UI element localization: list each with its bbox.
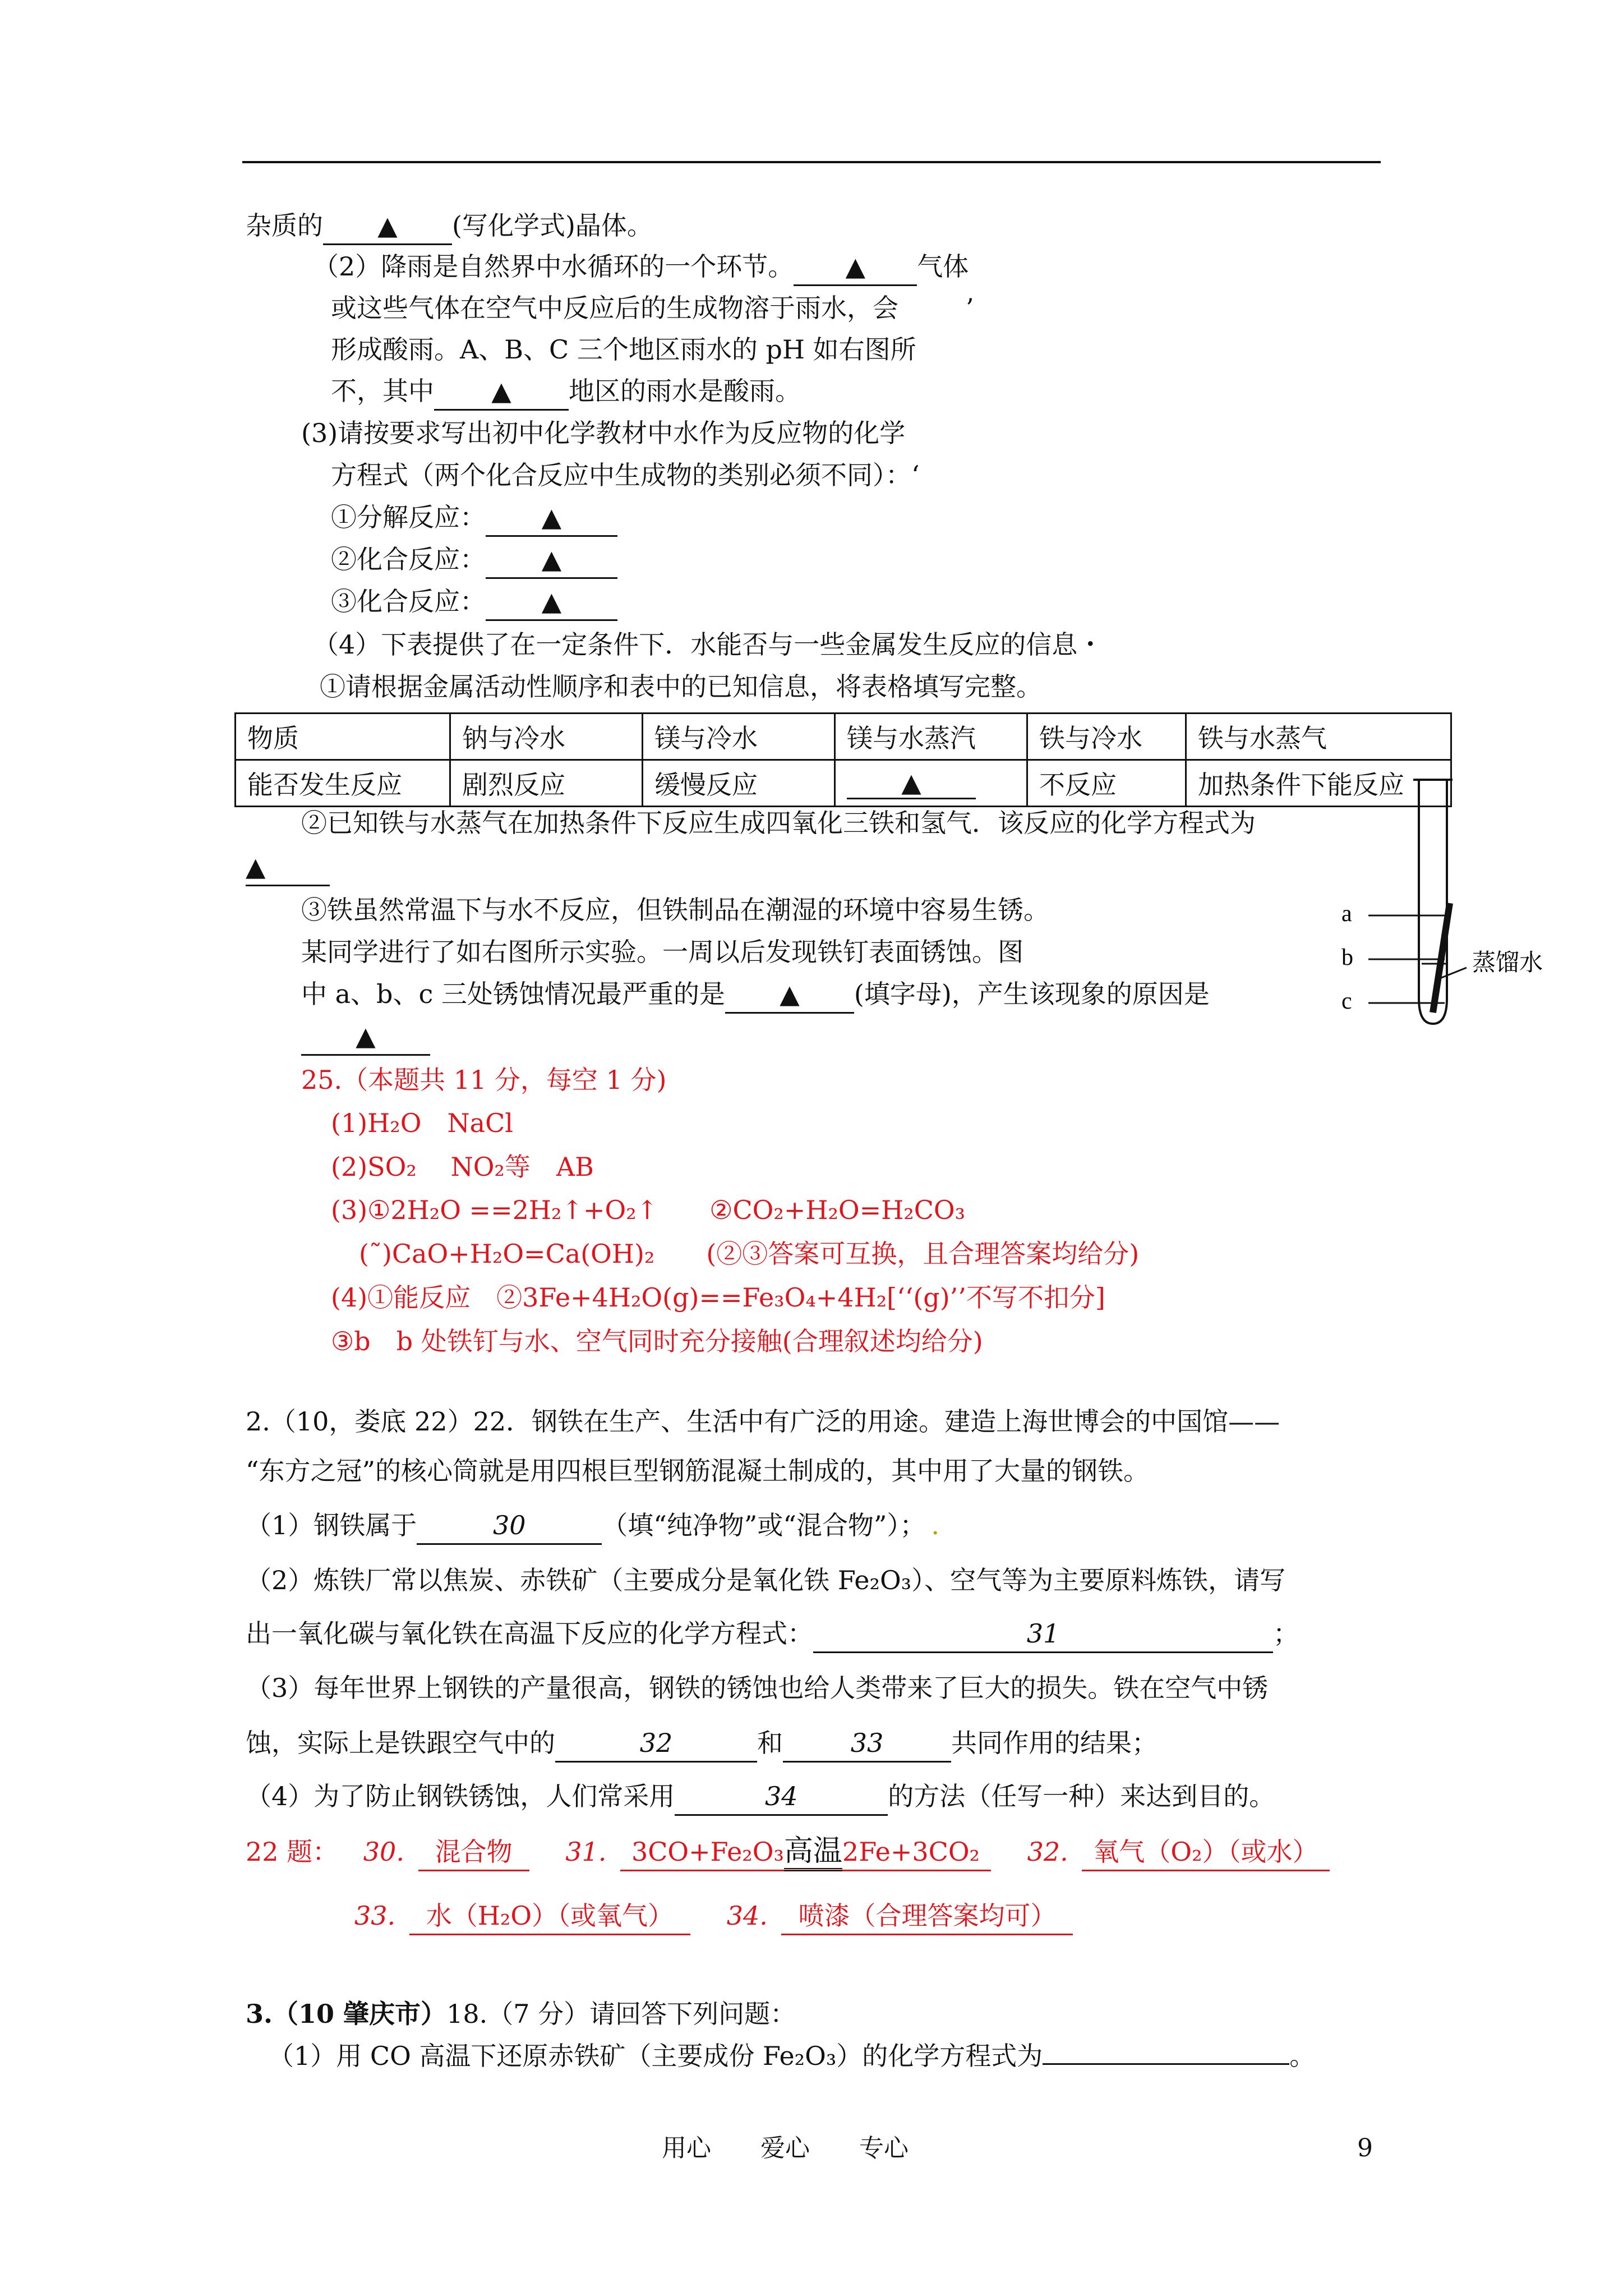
table-cell: 缓慢反应 [643, 760, 835, 807]
q2-line-6: （3）每年世界上钢铁的产量很高，钢铁的锈蚀也给人类带来了巨大的损失。铁在空气中锈 [246, 1673, 1269, 1703]
ans25-line-4: (˜)CaO+H₂O=Ca(OH)₂ (②③答案可互换，且合理答案均给分) [359, 1239, 1140, 1269]
answer-blank: ▲ [794, 249, 917, 286]
table-cell: 剧烈反应 [450, 760, 643, 807]
q24-p4-3-line-1: ③铁虽然常温下与水不反应，但铁制品在潮湿的环境中容易生锈。 [301, 895, 1049, 925]
ans25-line-2: (2)SO₂ NO₂等 AB [331, 1152, 594, 1182]
answer-blank-31: 31 [813, 1616, 1273, 1653]
label-b: b [1341, 945, 1353, 970]
label-a: a [1341, 901, 1352, 927]
q24-p2-line-2: 或这些气体在空气中反应后的生成物溶于雨水，会 ’ [331, 293, 974, 323]
answer-blank: ▲ [301, 1018, 430, 1056]
q2-line-4: （2）炼铁厂常以焦炭、赤铁矿（主要成分是氧化铁 Fe₂O₃）、空气等为主要原料炼铁，请写 [246, 1565, 1286, 1595]
answer-blank: ▲ [486, 583, 617, 621]
answer-blank-30: 30 [417, 1507, 602, 1545]
reaction-table [234, 712, 1452, 807]
answer-blank: ▲ [486, 499, 617, 537]
q2-line-1: 2.（10，娄底 22）22．钢铁在生产、生活中有广泛的用途。建造上海世博会的中国馆—— [246, 1406, 1280, 1437]
table-header-cell: 铁与冷水 [1027, 714, 1186, 760]
q24-p3-line-1: (3)请按要求写出初中化学教材中水作为反应物的化学 [301, 418, 906, 448]
answer-blank: ▲ [434, 373, 569, 411]
test-tube-outline [1419, 780, 1447, 1024]
q24-p3-line-2: 方程式（两个化合反应中生成物的类别必须不同）：‘ [331, 460, 920, 490]
table-cell: 能否发生反应 [236, 760, 450, 807]
q24-p3-item-1: ①分解反应： ▲ [331, 499, 617, 537]
q2-line-7: 蚀，实际上是铁跟空气中的 32 和 33 共同作用的结果； [246, 1725, 1158, 1763]
label-distilled-water: 蒸馏水 [1472, 949, 1543, 976]
q24-p2-line-3: 形成酸雨。A、B、C 三个地区雨水的 pH 如右图所 [331, 334, 916, 365]
q24-p4-3-line-3: 中 a、b、c 三处锈蚀情况最严重的是 ▲ (填字母)，产生该现象的原因是 [301, 976, 1210, 1014]
table-cell [835, 760, 1027, 807]
answer-31: 3CO+Fe₂O₃高温2Fe+3CO₂ [620, 1833, 991, 1871]
answer-blank: ▲ [847, 767, 976, 799]
answer-blank-34: 34 [675, 1778, 888, 1816]
table-cell: 加热条件下能反应 [1186, 760, 1451, 807]
ans25-title: 25.（本题共 11 分，每空 1 分) [301, 1065, 667, 1095]
q2-line-3: （1）钢铁属于 30 （填“纯净物”或“混合物”）； . [246, 1507, 939, 1545]
label-c: c [1341, 988, 1352, 1014]
ans22-line-2: 33. 水（H₂O）（或氧气） 34. 喷漆（合理答案均可） [354, 1898, 1073, 1935]
table-header-cell: 镁与水蒸汽 [835, 714, 1027, 760]
table-header-cell: 钠与冷水 [450, 714, 643, 760]
answer-blank-33: 33 [783, 1725, 951, 1763]
high-temp-condition: 高温 [784, 1834, 842, 1871]
q24-p4-3-line-2: 某同学进行了如右图所示实验。一周以后发现铁钉表面锈蚀。图 [301, 937, 1023, 967]
q24-p4-2: ②已知铁与水蒸气在加热条件下反应生成四氧化三铁和氢气．该反应的化学方程式为 [301, 808, 1256, 838]
q24-p3-item-3: ③化合反应： ▲ [331, 583, 617, 621]
answer-blank [1043, 2063, 1289, 2065]
q24-p2-line-1: （2）降雨是自然界中水循环的一个环节。 ▲ 气体 [313, 249, 969, 286]
q24-p2-line-4: 不，其中 ▲ 地区的雨水是酸雨。 [331, 373, 801, 411]
table-header-row [236, 714, 1451, 760]
ans25-line-6: ③b b 处铁钉与水、空气同时充分接触(合理叙述均给分) [331, 1326, 983, 1356]
footer-text: 用心 爱心 专心 [662, 2134, 909, 2162]
q2-line-2: “东方之冠”的核心筒就是用四根巨型钢筋混凝土制成的，其中用了大量的钢铁。 [246, 1456, 1150, 1486]
ans25-line-5: (4)①能反应 ②3Fe+4H₂O(g)==Fe₃O₄+4H₂[‘‘(g)’’不写不扣分] [331, 1282, 1105, 1313]
answer-blank: ▲ [486, 541, 617, 579]
q2-line-8: （4）为了防止钢铁锈蚀，人们常采用 34 的方法（任写一种）来达到目的。 [246, 1778, 1275, 1816]
answer-32: 氧气（O₂）（或水） [1082, 1834, 1329, 1871]
ans22-line-1: 22 题： 30. 混合物 31. 3CO+Fe₂O₃高温2Fe+3CO₂ 32. 氧气（O₂）（或水） [246, 1833, 1330, 1871]
table-header-cell: 镁与冷水 [643, 714, 835, 760]
table-row [236, 760, 1451, 807]
table-cell: 不反应 [1027, 760, 1186, 807]
q3-line-2: （1）用 CO 高温下还原赤铁矿（主要成份 Fe₂O₃）的化学方程式为 。 [268, 2041, 1316, 2071]
answer-blank: ▲ [246, 849, 330, 886]
test-tube-figure [1335, 774, 1581, 1032]
q24-line-1: 杂质的 ▲ (写化学式)晶体。 [246, 208, 653, 245]
q24-p4-line-1: （4）下表提供了在一定条件下．水能否与一些金属发生反应的信息・ [313, 629, 1104, 660]
q24-p3-item-2: ②化合反应： ▲ [331, 541, 617, 579]
answer-34: 喷漆（合理答案均可） [781, 1898, 1073, 1935]
page-number: 9 [1357, 2134, 1373, 2162]
ans25-line-3: (3)①2H₂O ==2H₂↑+O₂↑ ②CO₂+H₂O=H₂CO₃ [331, 1195, 966, 1225]
q24-p4-line-2: ①请根据金属活动性顺序和表中的已知信息，将表格填写完整。 [320, 671, 1042, 702]
q24-p4-2-blank-line [246, 849, 330, 886]
q2-line-5: 出一氧化碳与氧化铁在高温下反应的化学方程式： 31 ； [246, 1616, 1299, 1653]
answer-blank-32: 32 [555, 1725, 757, 1763]
table-header-cell: 物质 [236, 714, 450, 760]
q3-line-1: 3.（10 肇庆市）18.（7 分）请回答下列问题： [246, 1999, 796, 2029]
answer-blank: ▲ [725, 976, 854, 1014]
answer-blank: ▲ [323, 208, 452, 245]
table-header-cell: 铁与水蒸气 [1186, 714, 1451, 760]
ans25-line-1: (1)H₂O NaCl [331, 1108, 514, 1138]
header-rule [242, 161, 1381, 163]
answer-33: 水（H₂O）（或氧气） [409, 1898, 690, 1935]
answer-30: 混合物 [418, 1834, 529, 1871]
q24-p4-3-blank-line [301, 1018, 430, 1056]
